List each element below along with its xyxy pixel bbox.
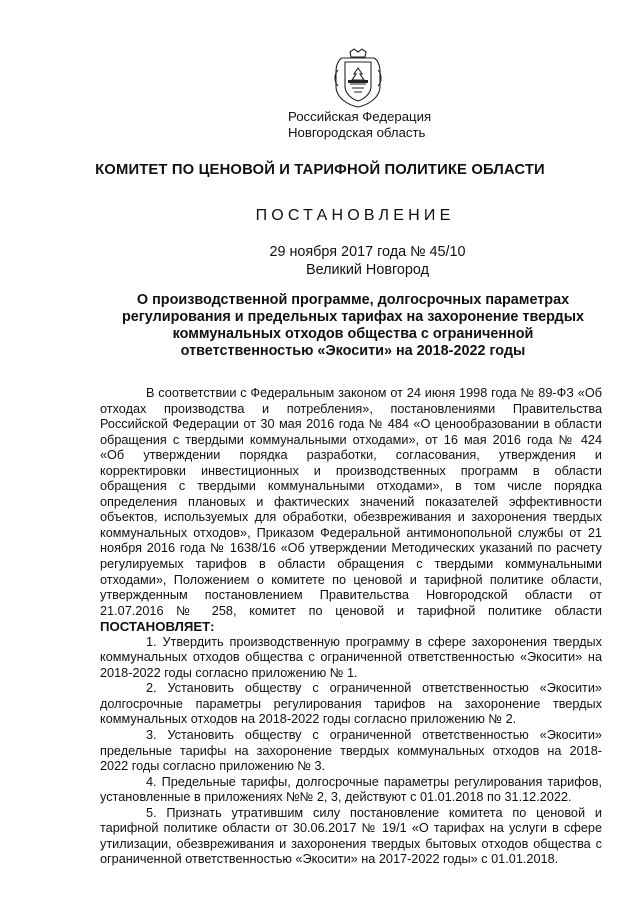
item-3-line: предельные тарифы на захоронение твердых коммунальных отходов на 2018- (100, 743, 602, 758)
title-line: О производственной программе, долгосрочных параметрах (136, 292, 570, 308)
item-1-line: 1. Утвердить производственную программу в сфере захоронения твердых (146, 634, 602, 649)
item-4-line: установленные в приложениях №№ 2, 3, действуют с 01.01.2018 по 31.12.2022. (100, 790, 572, 805)
header-region: Новгородская область (288, 125, 426, 140)
date-and-number: 29 ноября 2017 года № 45/10 (269, 244, 466, 260)
item-5-line: утилизации, обезвреживания и захоронения твердых бытовых отходов общества с (100, 836, 602, 851)
document-body (100, 386, 602, 868)
header-country: Российская Федерация (288, 109, 432, 124)
item-3-line: 2022 годы согласно приложению № 3. (100, 759, 326, 774)
preamble-line: утвержденным постановлением Правительства Новгородской области от (100, 588, 602, 603)
item-1-line: 2018-2022 годы согласно приложению № 1. (100, 665, 358, 680)
preamble-line: объектов, используемых для обработки, обезвреживания и захоронения твердых (100, 510, 602, 525)
preamble-line: обращения с твердыми коммунальными отходами», от 16 мая 2016 года № 424 (100, 432, 602, 447)
resolves-heading: ПОСТАНОВЛЯЕТ: (100, 619, 215, 635)
preamble-line: «Об утверждении порядка разработки, согласования, утверждения и (100, 448, 602, 463)
title-line: регулирования и предельных тарифах на захоронение твердых (122, 309, 584, 325)
preamble-line: определения плановых и фактических значений показателей эффективности (100, 494, 602, 509)
item-5-line: 5. Признать утратившим силу постановление комитета по ценовой и (146, 805, 602, 820)
document-type: ПОСТАНОВЛЕНИЕ (255, 207, 455, 224)
preamble-line: ноября 2016 года № 1638/16 «Об утверждении Методических указаний по расчету (100, 541, 602, 556)
preamble-line: отходами», Положением о комитете по ценовой и тарифной политике области, (100, 572, 602, 587)
preamble-line: обращения с твердыми коммунальными отходами», в том числе порядка (100, 479, 602, 494)
coat-of-arms-icon (330, 48, 386, 108)
preamble-line: 21.07.2016 № 258, комитет по ценовой и тарифной политике области (100, 603, 602, 618)
title-line: ответственностью «Экосити» на 2018-2022 годы (180, 343, 526, 359)
committee-name: КОМИТЕТ ПО ЦЕНОВОЙ И ТАРИФНОЙ ПОЛИТИКЕ ОБЛАСТИ (95, 162, 545, 178)
item-5-line: тарифной политике области от 30.06.2017 № 19/1 «О тарифах на услуги в сфере (100, 821, 602, 836)
item-5-line: ограниченной ответственностью «Экосити» на 2017-2022 годы» с 01.01.2018. (100, 852, 559, 867)
preamble-line: Российской Федерации от 30 мая 2016 года № 484 «О ценообразовании в области (100, 417, 602, 432)
item-2-line: долгосрочные параметры регулирования тарифов на захоронение твердых (100, 696, 602, 711)
preamble-line: В соответствии с Федеральным законом от 24 июня 1998 года № 89-ФЗ «Об (146, 386, 602, 400)
item-2-line: 2. Установить обществу с ограниченной ответственностью «Экосити» (146, 681, 602, 696)
item-4-line: 4. Предельные тарифы, долгосрочные параметры регулирования тарифов, (146, 774, 602, 789)
item-2-line: коммунальных отходов на 2018-2022 годы согласно приложению № 2. (100, 712, 517, 727)
city: Великий Новгород (306, 262, 429, 278)
item-1-line: коммунальных отходов общества с ограниченной ответственностью «Экосити» на (100, 650, 602, 665)
title-line: коммунальных отходов общества с ограниченной (172, 326, 534, 342)
item-3-line: 3. Установить обществу с ограниченной ответственностью «Экосити» (146, 728, 602, 743)
document-title (108, 292, 598, 360)
preamble-line: коммунальных отходов», Приказом Федеральной антимонопольной службы от 21 (100, 525, 602, 540)
preamble-line: корректировки инвестиционных и производственных программ в области (100, 463, 602, 478)
preamble-line: отходах производства и потребления», постановлениями Правительства (100, 401, 602, 416)
preamble-line: регулируемых тарифов в области обращения с твердыми коммунальными (100, 557, 602, 572)
